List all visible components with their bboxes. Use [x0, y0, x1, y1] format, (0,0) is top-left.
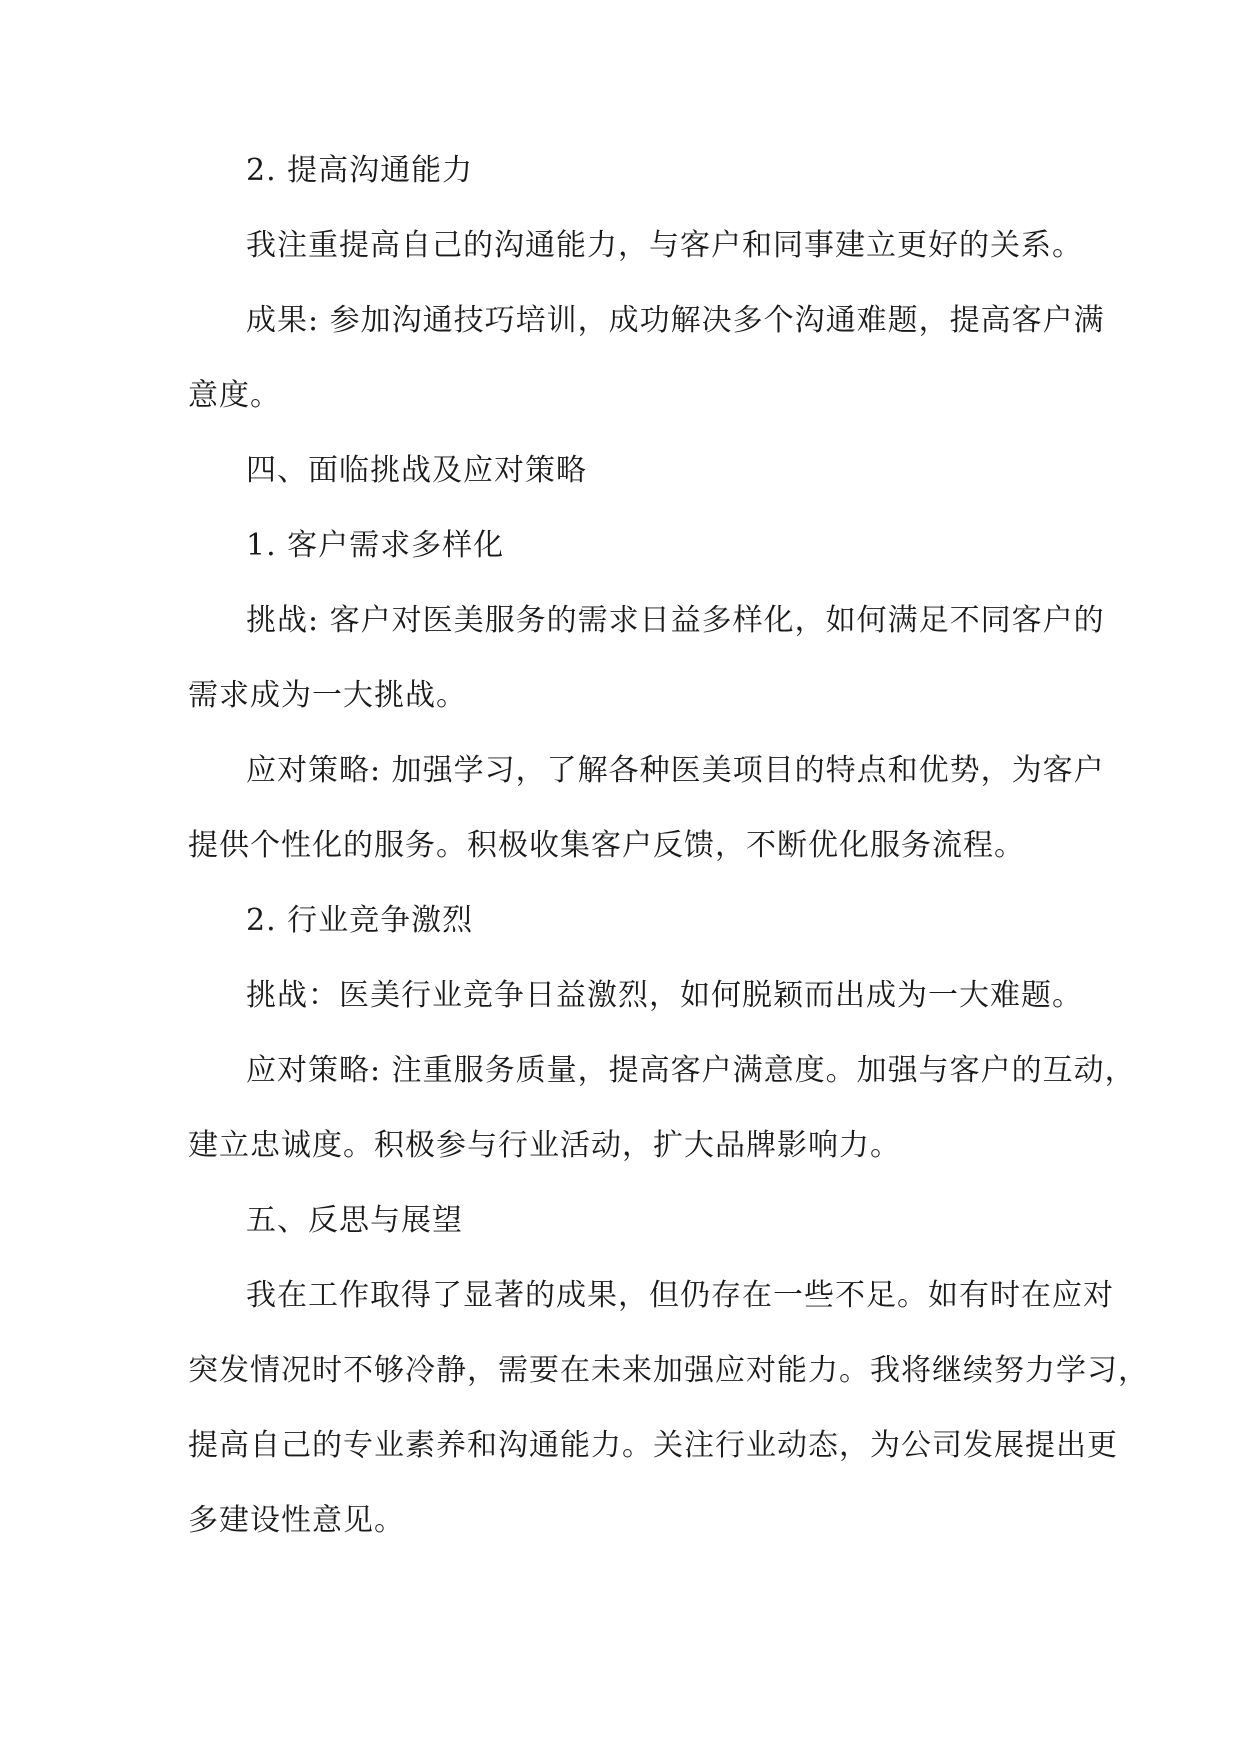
paragraph-line: 应对策略: 注重服务质量，提高客户满意度。加强与客户的互动，	[246, 1053, 1136, 1088]
paragraph-line: 我注重提高自己的沟通能力，与客户和同事建立更好的关系。	[246, 228, 1083, 263]
paragraph-line: 突发情况时不够冷静，需要在未来加强应对能力。我将继续努力学习，	[188, 1353, 1149, 1388]
section-heading-reflection: 五、反思与展望	[246, 1203, 463, 1238]
paragraph-line: 挑战: 客户对医美服务的需求日益多样化，如何满足不同客户的	[246, 603, 1105, 638]
paragraph-line: 多建设性意见。	[188, 1503, 405, 1538]
section-heading-challenges: 四、面临挑战及应对策略	[246, 453, 587, 488]
paragraph-line: 提高自己的专业素养和沟通能力。关注行业动态，为公司发展提出更	[188, 1428, 1118, 1463]
paragraph-line: 建立忠诚度。积极参与行业活动，扩大品牌影响力。	[188, 1128, 901, 1163]
paragraph-line: 提供个性化的服务。积极收集客户反馈，不断优化服务流程。	[188, 828, 1025, 863]
paragraph-line: 意度。	[188, 378, 281, 413]
subheading-diverse-needs: 1. 客户需求多样化	[246, 528, 505, 563]
paragraph-line: 成果: 参加沟通技巧培训，成功解决多个沟通难题，提高客户满	[246, 303, 1105, 338]
paragraph-line: 需求成为一大挑战。	[188, 678, 467, 713]
subheading-competition: 2. 行业竞争激烈	[246, 903, 474, 938]
paragraph-line: 应对策略: 加强学习，了解各种医美项目的特点和优势，为客户	[246, 753, 1105, 788]
paragraph-line: 挑战：医美行业竞争日益激烈，如何脱颖而出成为一大难题。	[246, 978, 1083, 1013]
paragraph-line: 我在工作取得了显著的成果，但仍存在一些不足。如有时在应对	[246, 1278, 1114, 1313]
subheading-improve-communication: 2. 提高沟通能力	[246, 153, 474, 188]
